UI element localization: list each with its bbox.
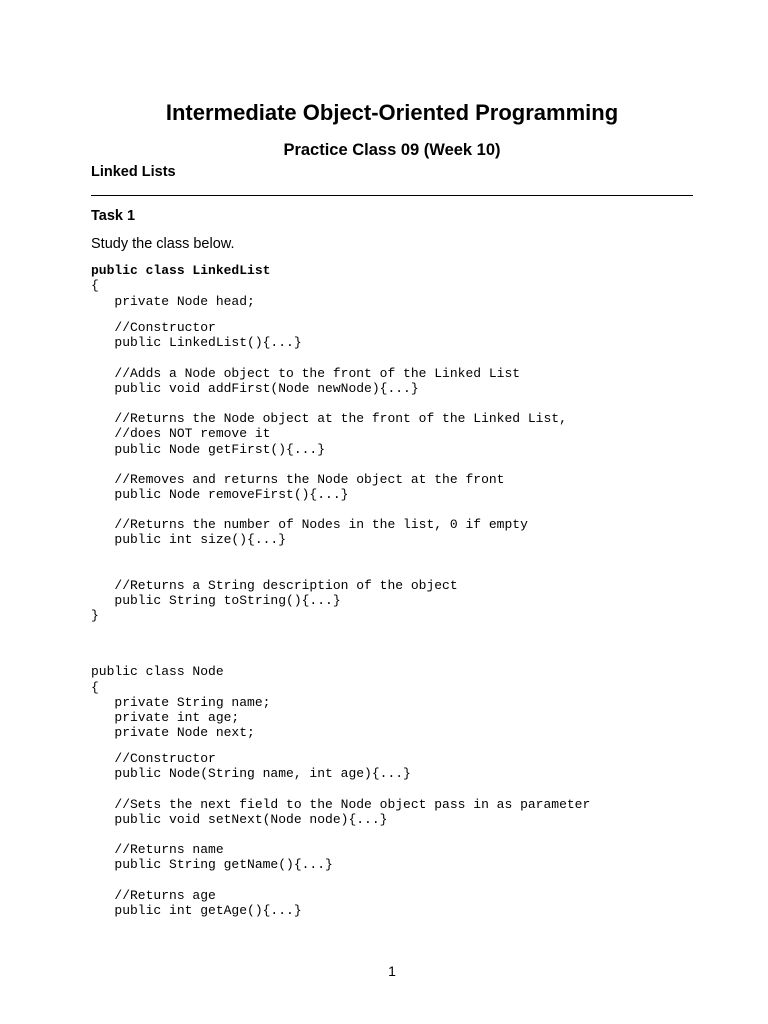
- code-comment: //Adds a Node object to the front of the Linked List: [91, 366, 521, 381]
- code-comment: //Returns the Node object at the front of the Linked List,: [91, 411, 567, 426]
- code-line: private Node head;: [91, 294, 255, 309]
- code-line: {: [91, 680, 99, 695]
- code-method-signature: public LinkedList(){...}: [91, 335, 302, 350]
- code-method-signature: public void setNext(Node node){...}: [91, 812, 388, 827]
- code-comment: //Returns the number of Nodes in the list, 0 if empty: [91, 517, 528, 532]
- code-method-signature: public String toString(){...}: [91, 593, 341, 608]
- code-line: {: [91, 278, 99, 293]
- code-comment: //does NOT remove it: [91, 426, 271, 441]
- code-comment: //Constructor: [91, 751, 216, 766]
- code-method-signature: public Node removeFirst(){...}: [91, 487, 349, 502]
- code-comment: //Constructor: [91, 320, 216, 335]
- topic-heading: Linked Lists: [91, 164, 176, 180]
- code-line: private String name;: [91, 695, 271, 710]
- code-comment: //Returns name: [91, 842, 224, 857]
- page-number: 1: [388, 963, 396, 979]
- code-method-signature: public void addFirst(Node newNode){...}: [91, 381, 419, 396]
- code-line: private Node next;: [91, 725, 255, 740]
- code-line: public class LinkedList: [91, 263, 271, 278]
- code-method-signature: public Node getFirst(){...}: [91, 442, 326, 457]
- code-method-signature: public int getAge(){...}: [91, 903, 302, 918]
- code-comment: //Removes and returns the Node object at the front: [91, 472, 505, 487]
- code-class-declaration: public class Node: [91, 664, 224, 679]
- code-comment: //Returns age: [91, 888, 216, 903]
- task-instruction: Study the class below.: [91, 236, 235, 252]
- code-comment: //Returns a String description of the object: [91, 578, 458, 593]
- code-comment: //Sets the next field to the Node object pass in as parameter: [91, 797, 591, 812]
- code-method-signature: public Node(String name, int age){...}: [91, 766, 411, 781]
- code-line: }: [91, 608, 99, 623]
- code-line: private int age;: [91, 710, 240, 725]
- task-heading: Task 1: [91, 208, 136, 224]
- document-title: Intermediate Object-Oriented Programming: [165, 100, 619, 125]
- horizontal-divider: [91, 195, 693, 196]
- practice-class-subtitle: Practice Class 09 (Week 10): [283, 141, 501, 159]
- code-method-signature: public String getName(){...}: [91, 857, 333, 872]
- code-method-signature: public int size(){...}: [91, 532, 287, 547]
